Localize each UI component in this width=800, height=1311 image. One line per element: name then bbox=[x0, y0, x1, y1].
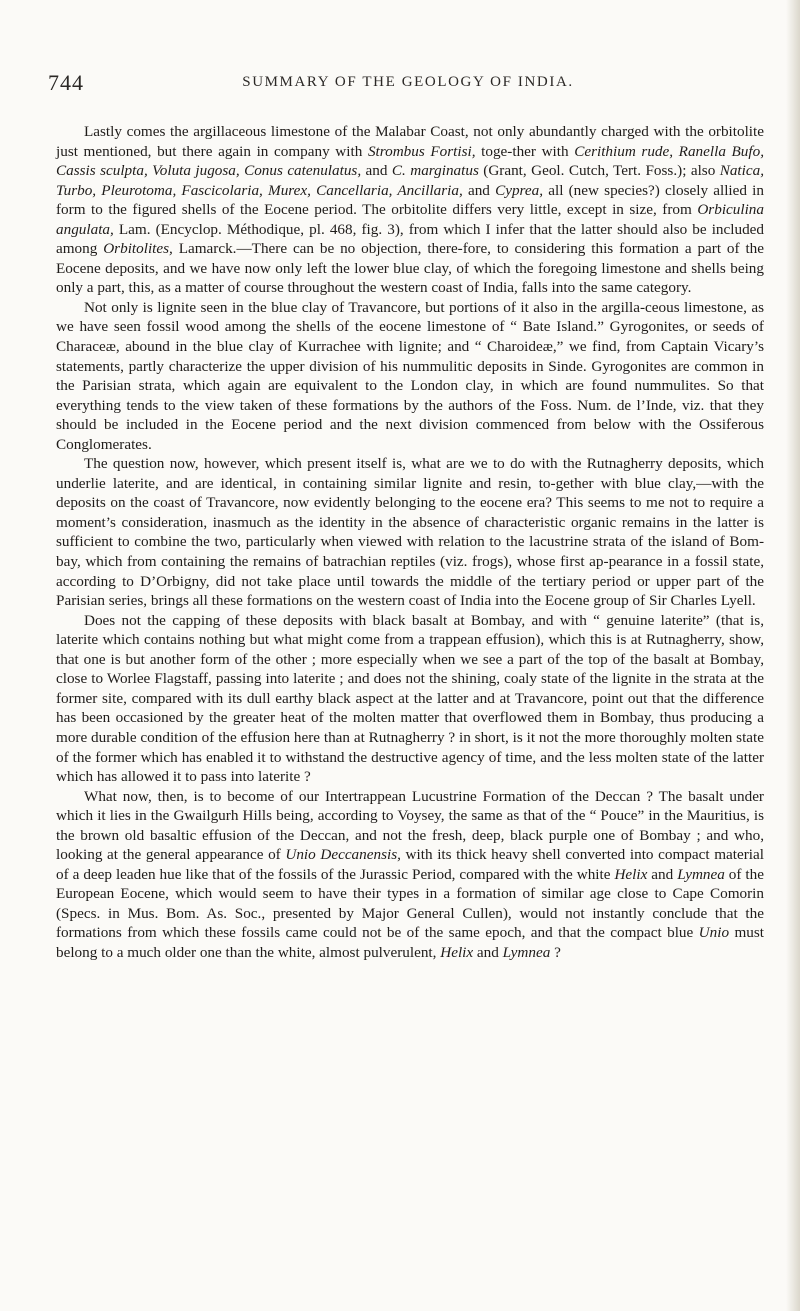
italic-text: Lymnea bbox=[502, 943, 551, 961]
text-run: Lamarck.—There can be no objection, there-fore, to considering this formation a part of the Eocene deposits, and we have now only left the lower blue clay, of which the foregoing limestone and shells being only a part, this, as a matter of course throughout the western coast of India, falls into the same category. bbox=[56, 240, 764, 297]
italic-text: Lymnea bbox=[677, 865, 725, 883]
italic-text: Cyprea, bbox=[495, 181, 544, 199]
text-run: Not only is lignite seen in the blue clay of Travancore, but portions of it also in the argilla-ceous limestone, as we have seen fossil wood among the shells of the eocene limestone of “ Bate Island.” Gyrogonites, or seeds of Characeæ, abound in the blue clay of Kurrachee with lignite; and “ Charoideæ,” we find, from Captain Vicary’s statements, partly characterize the upper division of his nummulitic deposits in Sinde. Gyrogonites are common in the Parisian strata, which again are equivalent to the London clay, in which are found nummulites. So that everything tends to the view taken of these formations by the authors of the Foss. Num. de l’Inde, viz. that they should be included in the Eocene period and the next division commenced from below with the Ossiferous Conglomerates. bbox=[56, 298, 764, 453]
italic-text: Orbitolites, bbox=[103, 240, 173, 258]
body-text bbox=[56, 122, 764, 963]
paragraph bbox=[56, 787, 764, 963]
text-run: toge-ther with bbox=[475, 142, 575, 160]
italic-text: Strombus Fortisi, bbox=[367, 142, 476, 160]
text-run: (Grant, Geol. Cutch, Tert. Foss.); also bbox=[478, 162, 720, 180]
text-run: and bbox=[361, 162, 392, 180]
italic-text: Orbiculina angulata, bbox=[56, 201, 764, 238]
text-run: Lam. (Encyclop. Méthodique, pl. 468, fig. 3), from which I infer that the latter should also be included among bbox=[56, 220, 764, 258]
italic-text: Natica, Turbo, Pleurotoma, Fascicolaria, Murex, Cancellaria, Ancillaria, bbox=[56, 162, 764, 199]
text-run: What now, then, is to become of our Intertrappean Lucustrine Formation of the Deccan ? The basalt under which it lies in the Gwailgurh Hills being, according to Voysey, the same as that of the “ Pouce” in the Mauritius, is the brown old basaltic effusion of the Deccan, and not the fresh, deep, black purple one of Bombay ; and who, looking at the general appearance of bbox=[56, 787, 764, 864]
paragraph bbox=[56, 454, 764, 610]
text-run: with its thick heavy shell converted into compact material of a deep leaden hue like that of the fossils of the Jurassic Period, compared with the white bbox=[56, 846, 764, 883]
text-run: Does not the capping of these deposits with black basalt at Bombay, and with “ genuine laterite” (that is, laterite which contains nothing but what might come from a trappean effusion), which this is at Rutnagherry, show, that one is but another form of the other ; more especially when we see a part of the top of the basalt at Bombay, close to Worlee Flagstaff, passing into laterite ; and does not the shining, coaly state of the lignite in the strata at the former site, compared with its dull earthy black aspect at the latter and at Travancore, point out that the difference has been occasioned by the greater heat of the molten matter that overflowed them in Bombay, thus producing a more durable condition of the effusion here than at Rutnagherry ? in short, is it not the more thoroughly molten state of the former which has enabled it to withstand the destructive agency of time, and the less molten state of the latter which has allowed it to pass into laterite ? bbox=[56, 611, 764, 786]
running-title: SUMMARY OF THE GEOLOGY OF INDIA. bbox=[242, 74, 574, 90]
text-run: Lastly comes the argillaceous limestone of the Malabar Coast, not only abundantly charged with the orbitolite just mentioned, but there again in company with bbox=[56, 123, 764, 160]
text-run: and bbox=[647, 865, 678, 883]
italic-text: Helix bbox=[440, 943, 474, 961]
paragraph bbox=[56, 298, 764, 454]
italic-text: Helix bbox=[614, 865, 648, 883]
text-run: ? bbox=[550, 943, 561, 961]
italic-text: C. marginatus bbox=[391, 162, 479, 180]
page-number: 744 bbox=[48, 70, 84, 95]
page-header bbox=[48, 70, 768, 100]
text-run: and bbox=[462, 181, 496, 199]
paragraph bbox=[56, 611, 764, 787]
italic-text: Unio bbox=[698, 924, 730, 942]
italic-text: Cerithium rude, Ranella Bufo, Cassis sculpta, Voluta jugosa, Conus catenulatus, bbox=[56, 142, 765, 180]
italic-text: Unio Deccanensis, bbox=[285, 846, 401, 864]
text-run: The question now, however, which present itself is, what are we to do with the Rutnagherry deposits, which underlie laterite, and are identical, in containing similar lignite and resin, to-gether with blue clay,—with the deposits on the coast of Travancore, now evidently belonging to the eocene era? This seems to me not to require a moment’s consideration, inasmuch as the identity in the absence of characteristic organic remains in the latter is sufficient to combine the two, particularly when viewed with relation to the lacustrine strata of the island of Bom-bay, which from containing the remains of batrachian reptiles (viz. frogs), whose first ap-pearance in a fossil state, according to D’Orbigny, did not take place until towards the middle of the tertiary period or upper part of the Parisian series, brings all these formations on the western coast of India into the Eocene group of Sir Charles Lyell. bbox=[56, 455, 764, 610]
text-run: and bbox=[473, 943, 503, 961]
paragraph bbox=[56, 122, 764, 298]
text-run: must belong to a much older one than the white, almost pulverulent, bbox=[56, 924, 764, 961]
text-run: all (new species?) closely allied in form to the figured shells of the Eocene period. The orbitolite differs very little, except in size, from bbox=[56, 181, 764, 219]
page-edge-shadow bbox=[786, 0, 800, 1311]
text-run: of the European Eocene, which would seem to have their types in a formation of similar age close to Cape Comorin (Specs. in Mus. Bom. As. Soc., presented by Major General Cullen), would not instantly conclude that the formations from which these fossils came could not be of the same epoch, and that the compact blue bbox=[56, 865, 764, 942]
